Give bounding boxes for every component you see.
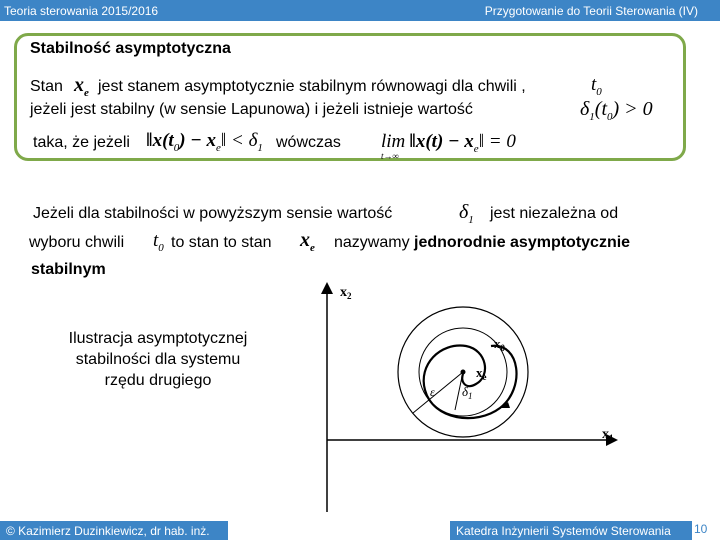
x0-label: $x_0$	[494, 336, 505, 353]
xe-label: $x_e$	[476, 365, 487, 382]
equilibrium-point	[461, 370, 466, 375]
xe-symbol-body: $x_e$	[300, 229, 315, 254]
paragraph3: stabilnym	[31, 261, 106, 278]
definition-title: Stabilność asymptotyczna	[30, 40, 231, 57]
lecture-title: Przygotowanie do Teorii Sterowania (IV)	[484, 4, 698, 18]
xe-symbol: $x_e$	[74, 74, 89, 99]
line1-end: jest stanem asymptotycznie stabilnym równowagi dla chwili ,	[98, 78, 526, 95]
course-title: Teoria sterowania 2015/2016	[4, 4, 159, 18]
caption-line3: rzędu drugiego	[104, 372, 212, 389]
t0-symbol-body: $t_0$	[153, 230, 164, 254]
footer-department-bar	[450, 521, 692, 540]
delta1-symbol: $\delta_1$	[459, 201, 474, 226]
line3-end: wówczas	[276, 134, 341, 151]
x2-label: $x_2$	[340, 285, 352, 301]
footer-department: Katedra Inżynierii Systemów Sterowania	[456, 524, 671, 538]
delta-label: $\delta_1$	[462, 384, 473, 401]
page-number: 10	[694, 522, 708, 536]
line3-start: taka, że jeżeli	[33, 134, 130, 151]
paragraph2-end: nazywamy jednorodnie asymptotycznie	[334, 234, 631, 251]
limit-expression: lim ‖x(t) − $x_e‖ = 0$	[381, 131, 516, 155]
norm-condition: $‖x(t_0)$ − $x_e‖ < \delta_1$	[146, 130, 263, 154]
line2: jeżeli jest stabilny (w sensie Lapunowa) i jeżeli istnieje wartość	[30, 101, 473, 118]
caption-line2: stabilności dla systemu	[75, 351, 241, 368]
header-bar	[0, 0, 720, 21]
footer-author-bar	[0, 521, 228, 540]
x1-label: $x_1$	[602, 427, 614, 443]
epsilon-label: ε	[430, 385, 435, 399]
caption-line1: Ilustracja asymptotycznej	[68, 330, 248, 347]
figure-caption	[48, 328, 268, 391]
paragraph1-start: Jeżeli dla stabilności w powyższym sensie wartość	[33, 205, 393, 222]
limit-subscript: t→∞	[381, 151, 399, 161]
footer-author: © Kazimierz Duzinkiewicz, dr hab. inż.	[6, 524, 210, 538]
paragraph1-end: jest niezależna od	[490, 205, 619, 222]
phase-plane-figure	[290, 280, 630, 520]
paragraph2-start: wyboru chwili	[29, 234, 125, 251]
delta-condition: $\delta_1(t_0) > 0$	[580, 98, 653, 123]
paragraph2-middle: to stan to stan	[171, 234, 272, 251]
line1-start: Stan	[30, 78, 63, 95]
t0-symbol: $t_0$	[591, 74, 602, 98]
